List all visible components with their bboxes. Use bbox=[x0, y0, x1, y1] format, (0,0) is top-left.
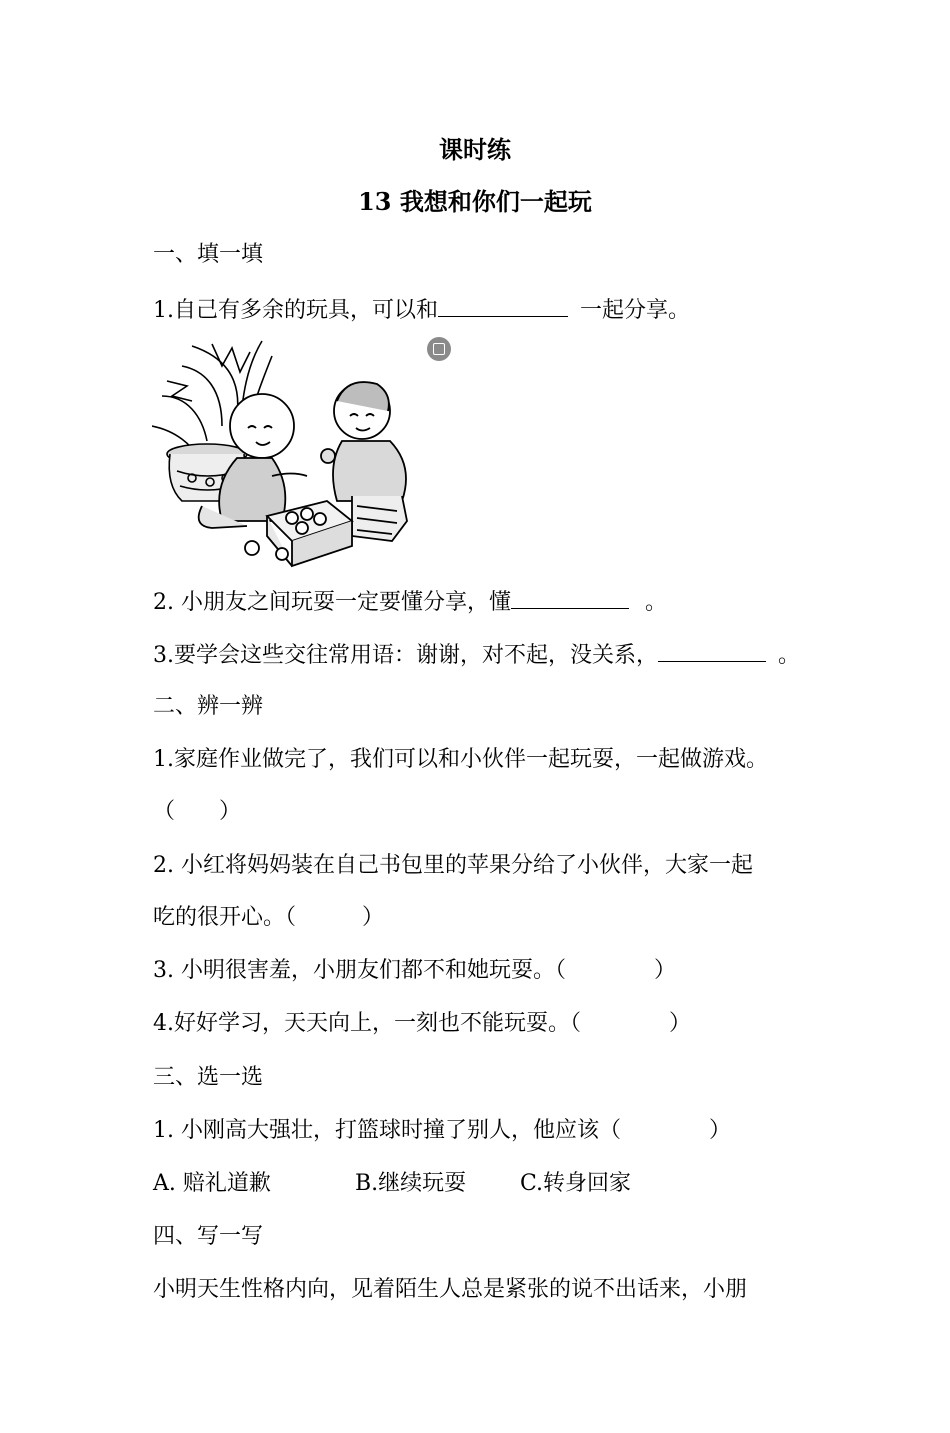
fill-blank-1[interactable] bbox=[438, 294, 568, 317]
fill-question-3 bbox=[153, 639, 800, 671]
fill-blank-2[interactable] bbox=[511, 586, 629, 609]
judge-question-1-answer[interactable]: （ ） bbox=[153, 799, 242, 824]
judge-question-1: 1.家庭作业做完了，我们可以和小伙伴一起玩耍，一起做游戏。 bbox=[153, 747, 768, 772]
section-2-heading: 二、辨一辨 bbox=[153, 694, 264, 719]
lesson-title: 13 我想和你们一起玩 bbox=[358, 187, 592, 216]
fill-question-2-text: 2. 小朋友之间玩耍一定要懂分享，懂 bbox=[153, 590, 511, 615]
section-4-heading: 四、写一写 bbox=[153, 1224, 264, 1249]
choice-option-b[interactable]: B.继续玩耍 bbox=[355, 1171, 467, 1196]
choice-question-1[interactable]: 1. 小刚高大强壮，打篮球时撞了别人，他应该（ ） bbox=[153, 1118, 731, 1143]
fill-question-2-tail: 。 bbox=[645, 590, 668, 615]
judge-question-2: 2. 小红将妈妈装在自己书包里的苹果分给了小伙伴，大家一起 bbox=[153, 853, 753, 878]
fill-question-2 bbox=[153, 586, 667, 618]
fill-question-3-tail: 。 bbox=[778, 643, 801, 668]
section-1-heading: 一、填一填 bbox=[153, 242, 264, 267]
judge-question-2-line2[interactable]: 吃的很开心。（ ） bbox=[153, 905, 385, 930]
fill-question-1 bbox=[153, 294, 690, 326]
judge-question-3[interactable]: 3. 小明很害羞，小朋友们都不和她玩耍。（ ） bbox=[153, 958, 676, 983]
children-sharing-illustration bbox=[152, 336, 457, 571]
fill-question-1-text: 1.自己有多余的玩具，可以和 bbox=[153, 298, 438, 323]
writing-prompt: 小明天生性格内向，见着陌生人总是紧张的说不出话来，小朋 bbox=[153, 1277, 748, 1302]
choice-option-a[interactable]: A. 赔礼道歉 bbox=[153, 1171, 271, 1196]
fill-blank-3[interactable] bbox=[658, 639, 766, 662]
judge-question-4[interactable]: 4.好好学习，天天向上，一刻也不能玩耍。（ ） bbox=[153, 1011, 691, 1036]
fill-question-1-tail: 一起分享。 bbox=[580, 298, 691, 323]
choice-option-c[interactable]: C.转身回家 bbox=[520, 1171, 632, 1196]
image-select-icon[interactable] bbox=[427, 337, 451, 361]
section-3-heading: 三、选一选 bbox=[153, 1065, 264, 1090]
fill-question-3-text: 3.要学会这些交往常用语：谢谢，对不起，没关系， bbox=[153, 643, 658, 668]
doc-title: 课时练 bbox=[439, 135, 511, 164]
